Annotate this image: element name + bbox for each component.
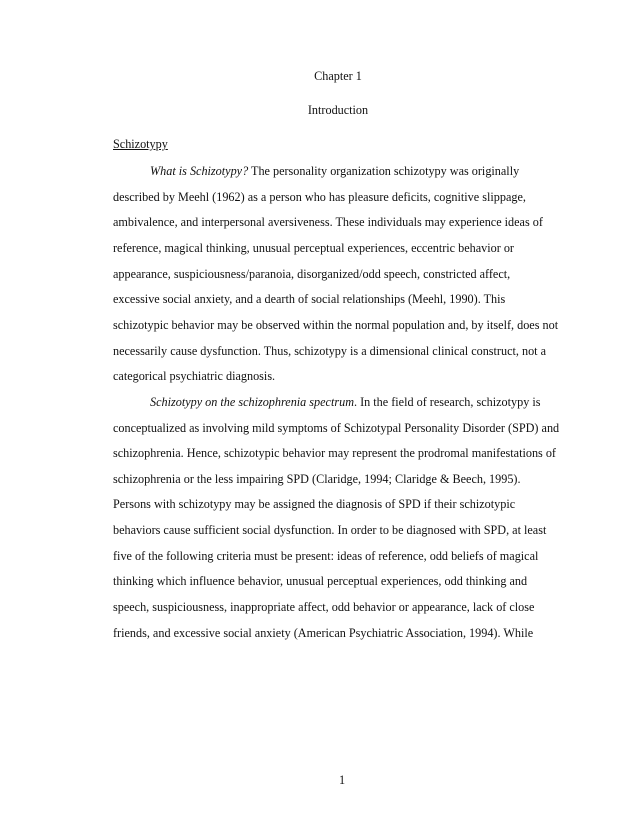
- chapter-label: Chapter 1: [314, 69, 362, 83]
- text-line: Persons with schizotypy may be assigned the diagnosis of SPD if their schizotypic: [113, 497, 516, 512]
- text-line: five of the following criteria must be present: ideas of reference, odd beliefs of magical: [113, 548, 539, 563]
- text-line: schizophrenia. Hence, schizotypic behavior may represent the prodromal manifestations of: [113, 446, 556, 461]
- text-line: described by Meehl (1962) as a person who has pleasure deficits, cognitive slippage,: [113, 189, 526, 204]
- text-line: schizophrenia or the less impairing SPD (Claridge, 1994; Claridge & Beech, 1995).: [113, 471, 521, 486]
- text-line: appearance, suspiciousness/paranoia, disorganized/odd speech, constricted affect,: [113, 266, 511, 281]
- text-line: speech, suspiciousness, inappropriate affect, odd behavior or appearance, lack of close: [113, 600, 535, 615]
- paragraph-1-subheading: What is Schizotypy?: [150, 164, 249, 178]
- text-line: ambivalence, and interpersonal aversiveness. These individuals may experience ideas of: [113, 215, 543, 230]
- paragraph-1-first-line-text: The personality organization schizotypy was originally: [248, 164, 520, 178]
- text-line: conceptualized as involving mild symptoms of Schizotypal Personality Disorder (SPD) and: [113, 420, 560, 435]
- chapter-title: Introduction: [307, 103, 369, 117]
- text-line: reference, magical thinking, unusual perceptual experiences, eccentric behavior or: [113, 240, 514, 255]
- text-line: thinking which influence behavior, unusual perceptual experiences, odd thinking and: [113, 574, 528, 589]
- text-line: excessive social anxiety, and a dearth of social relationships (Meehl, 1990). This: [113, 292, 506, 307]
- section-heading: Schizotypy: [113, 137, 168, 151]
- text-line: categorical psychiatric diagnosis.: [113, 369, 276, 384]
- paragraph-2-subheading: Schizotypy on the schizophrenia spectrum: [150, 394, 354, 409]
- text-line: behaviors cause sufficient social dysfunction. In order to be diagnosed with SPD, at least: [113, 523, 547, 538]
- paragraph-1-first-line: [150, 164, 519, 179]
- paragraph-2-first-line-text: . In the field of research, schizotypy is: [354, 394, 541, 409]
- text-line: necessarily cause dysfunction. Thus, schizotypy is a dimensional clinical construct, not a: [113, 343, 547, 358]
- text-line: friends, and excessive social anxiety (American Psychiatric Association, 1994). While: [113, 625, 534, 640]
- page-number: 1: [338, 773, 346, 787]
- paragraph-2-first-line: [150, 395, 540, 410]
- text-line: schizotypic behavior may be observed within the normal population and, by itself, does not: [113, 317, 559, 332]
